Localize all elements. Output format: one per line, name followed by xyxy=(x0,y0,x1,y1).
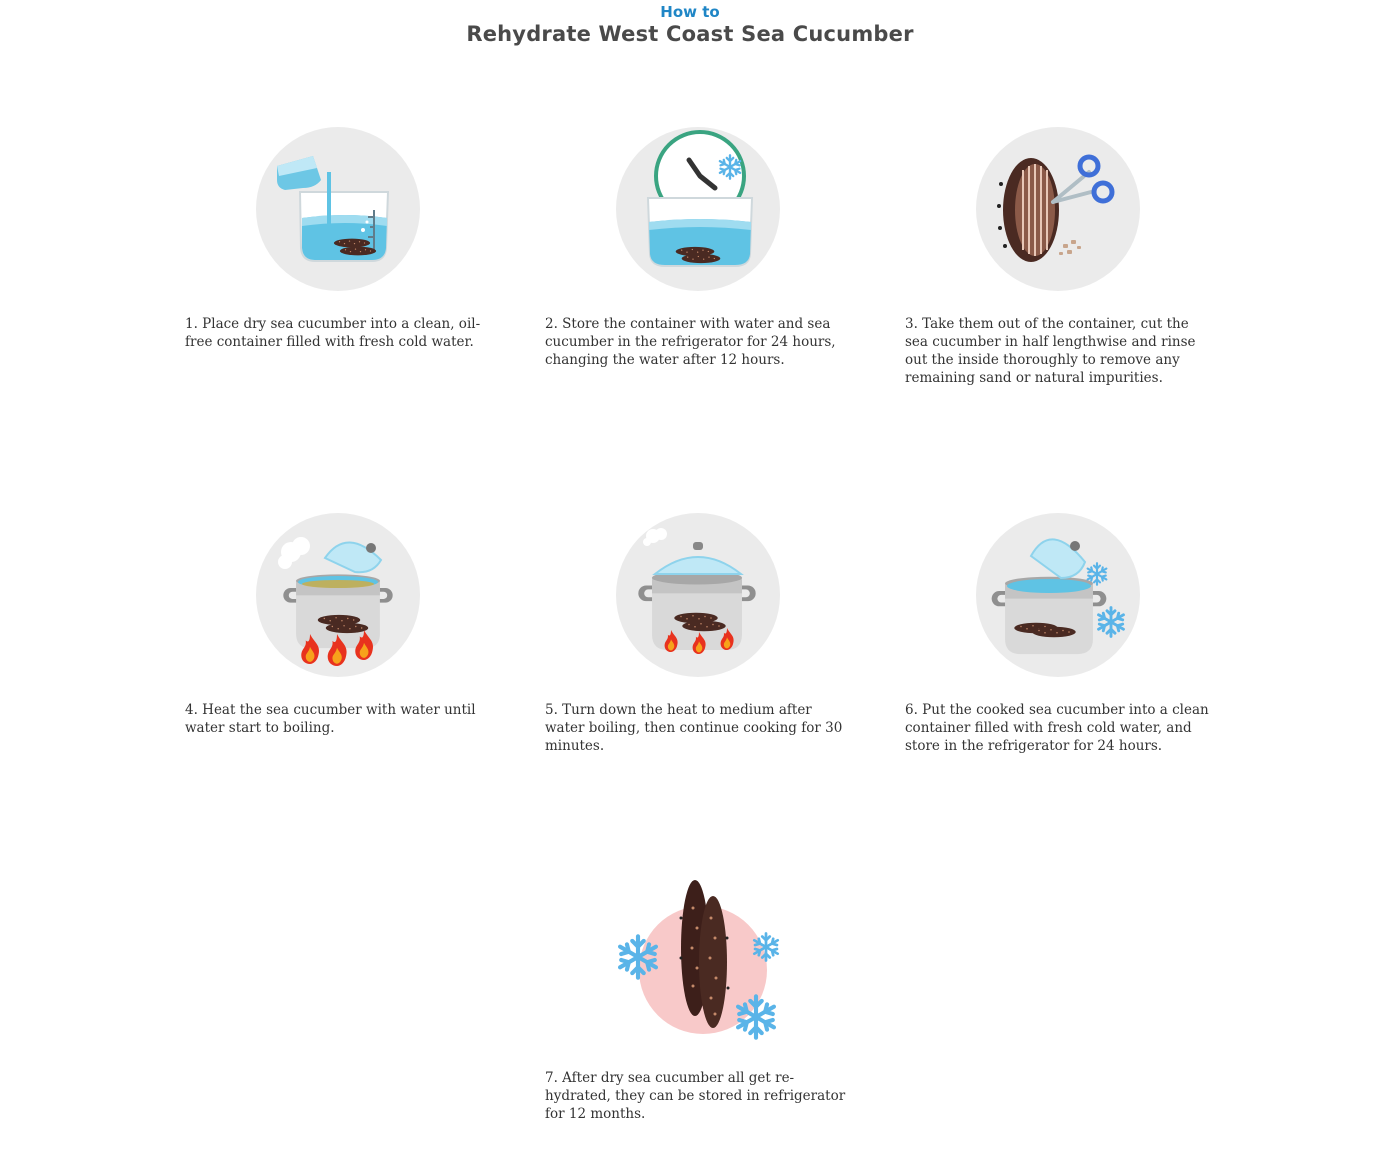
clock-container-icon xyxy=(615,126,785,296)
cooling-pot-icon xyxy=(975,512,1145,682)
scissors-cut-icon xyxy=(975,126,1145,296)
boiling-pot-icon xyxy=(255,512,425,682)
step-5-text: 5. Turn down the heat to medium after water boiling, then continue cooking for 30 minutes. xyxy=(545,702,843,754)
page-title: Rehydrate West Coast Sea Cucumber xyxy=(466,22,914,46)
kicker-text: How to xyxy=(660,3,720,21)
water-container-icon xyxy=(255,126,425,296)
step-7-text: 7. After dry sea cucumber all get re-hydrated, they can be stored in refrigerator for 12 months. xyxy=(545,1070,846,1122)
step-1-text: 1. Place dry sea cucumber into a clean, oil-free container filled with fresh cold water. xyxy=(185,316,481,350)
step-6-text: 6. Put the cooked sea cucumber into a clean container filled with fresh cold water, and store in the refrigerator for 24 hours. xyxy=(905,702,1209,754)
step-4-text: 4. Heat the sea cucumber with water until water start to boiling. xyxy=(185,702,476,736)
step-3-text: 3. Take them out of the container, cut the sea cucumber in half lengthwise and rinse out the inside thoroughly to remove any remaining sand or natural impurities. xyxy=(905,316,1196,386)
frozen-sea-cucumber-icon xyxy=(613,878,783,1048)
step-2-text: 2. Store the container with water and sea cucumber in the refrigerator for 24 hours, changing the water after 12 hours. xyxy=(545,316,836,368)
simmering-pot-icon xyxy=(615,512,785,682)
